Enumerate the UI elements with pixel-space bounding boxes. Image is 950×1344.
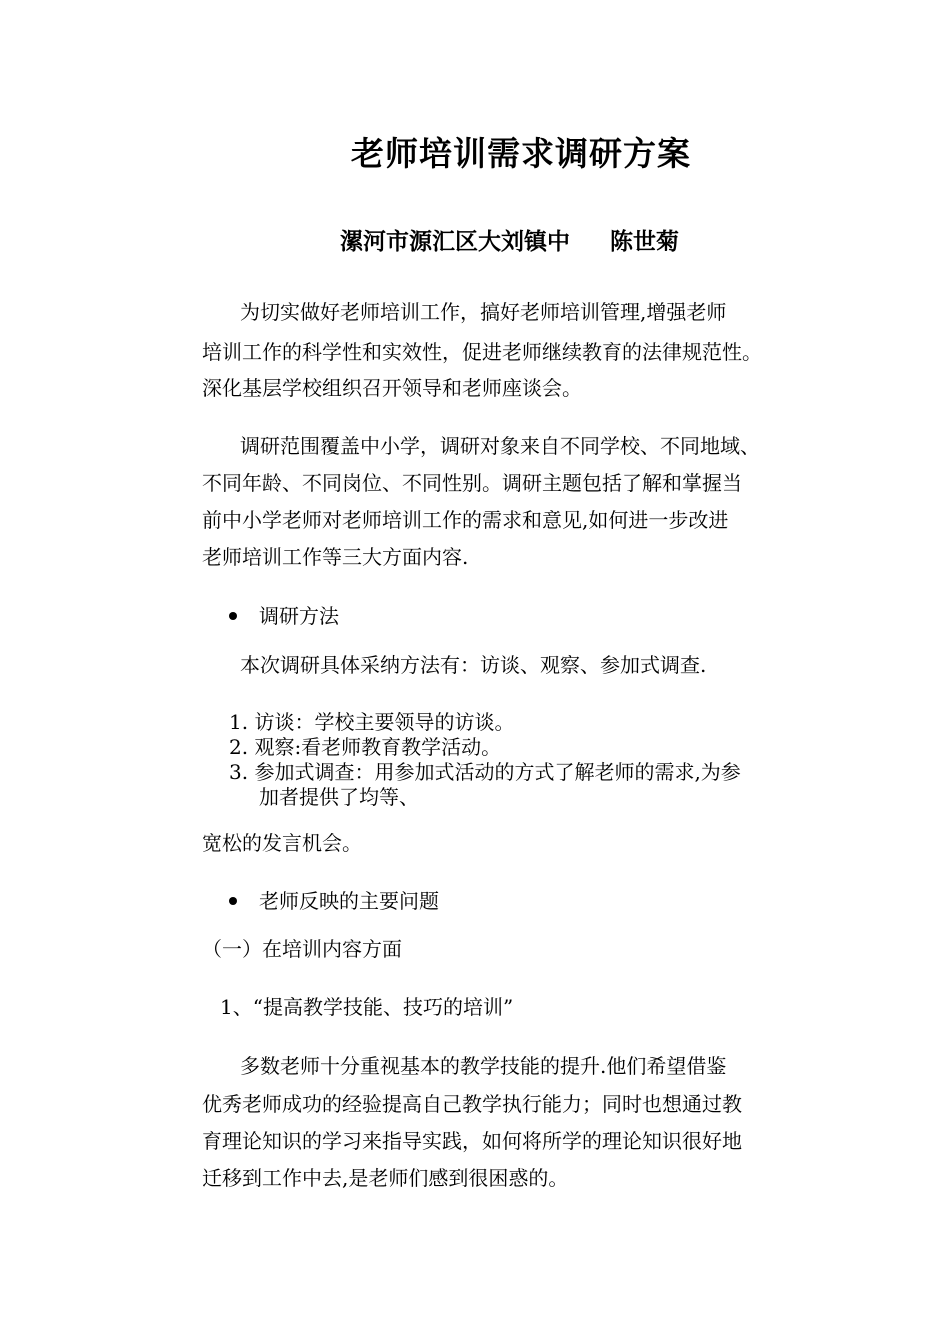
paragraph-1-line: 深化基层学校组织召开领导和老师座谈会。 bbox=[202, 376, 582, 400]
methods-tail: 宽松的发言机会。 bbox=[202, 831, 362, 855]
methods-intro: 本次调研具体采纳方法有：访谈、观察、参加式调查. bbox=[240, 653, 707, 677]
paragraph-2-line: 调研范围覆盖中小学，调研对象来自不同学校、不同地域、 bbox=[240, 434, 760, 458]
method-item: 3. 参加式调查：用参加式活动的方式了解老师的需求,为参 bbox=[229, 760, 741, 784]
section-heading: （一）在培训内容方面 bbox=[202, 937, 402, 961]
bullet-label: 老师反映的主要问题 bbox=[259, 889, 439, 913]
subsection-heading: 1、“提高教学技能、技巧的培训” bbox=[220, 995, 514, 1019]
paragraph-2-line: 前中小学老师对老师培训工作的需求和意见,如何进一步改进 bbox=[202, 508, 729, 532]
bullet-main-problems bbox=[229, 889, 439, 913]
bullet-icon bbox=[229, 612, 237, 620]
method-item: 2. 观察:看老师教育教学活动。 bbox=[229, 735, 502, 759]
author-name: 陈世菊 bbox=[610, 228, 679, 255]
paragraph-1-line: 为切实做好老师培训工作，搞好老师培训管理,增强老师 bbox=[240, 300, 727, 324]
paragraph-1-line: 培训工作的科学性和实效性，促进老师继续教育的法律规范性。 bbox=[202, 340, 762, 364]
paragraph-3-line: 优秀老师成功的经验提高自己教学执行能力；同时也想通过教 bbox=[202, 1092, 742, 1116]
bullet-research-methods bbox=[229, 604, 339, 628]
author-organization: 漯河市源汇区大刘镇中 bbox=[340, 228, 570, 255]
document-title: 老师培训需求调研方案 bbox=[351, 134, 691, 173]
bullet-label: 调研方法 bbox=[259, 604, 339, 628]
method-item-continuation: 加者提供了均等、 bbox=[259, 785, 419, 809]
paragraph-3-line: 多数老师十分重视基本的教学技能的提升.他们希望借鉴 bbox=[240, 1054, 727, 1078]
paragraph-2-line: 老师培训工作等三大方面内容. bbox=[202, 545, 469, 569]
paragraph-3-line: 育理论知识的学习来指导实践，如何将所学的理论知识很好地 bbox=[202, 1129, 742, 1153]
document-author bbox=[340, 223, 679, 256]
bullet-icon bbox=[229, 897, 237, 905]
paragraph-2-line: 不同年龄、不同岗位、不同性别。调研主题包括了解和掌握当 bbox=[202, 471, 742, 495]
method-item: 1. 访谈：学校主要领导的访谈。 bbox=[229, 710, 515, 734]
paragraph-3-line: 迁移到工作中去,是老师们感到很困惑的。 bbox=[202, 1166, 569, 1190]
